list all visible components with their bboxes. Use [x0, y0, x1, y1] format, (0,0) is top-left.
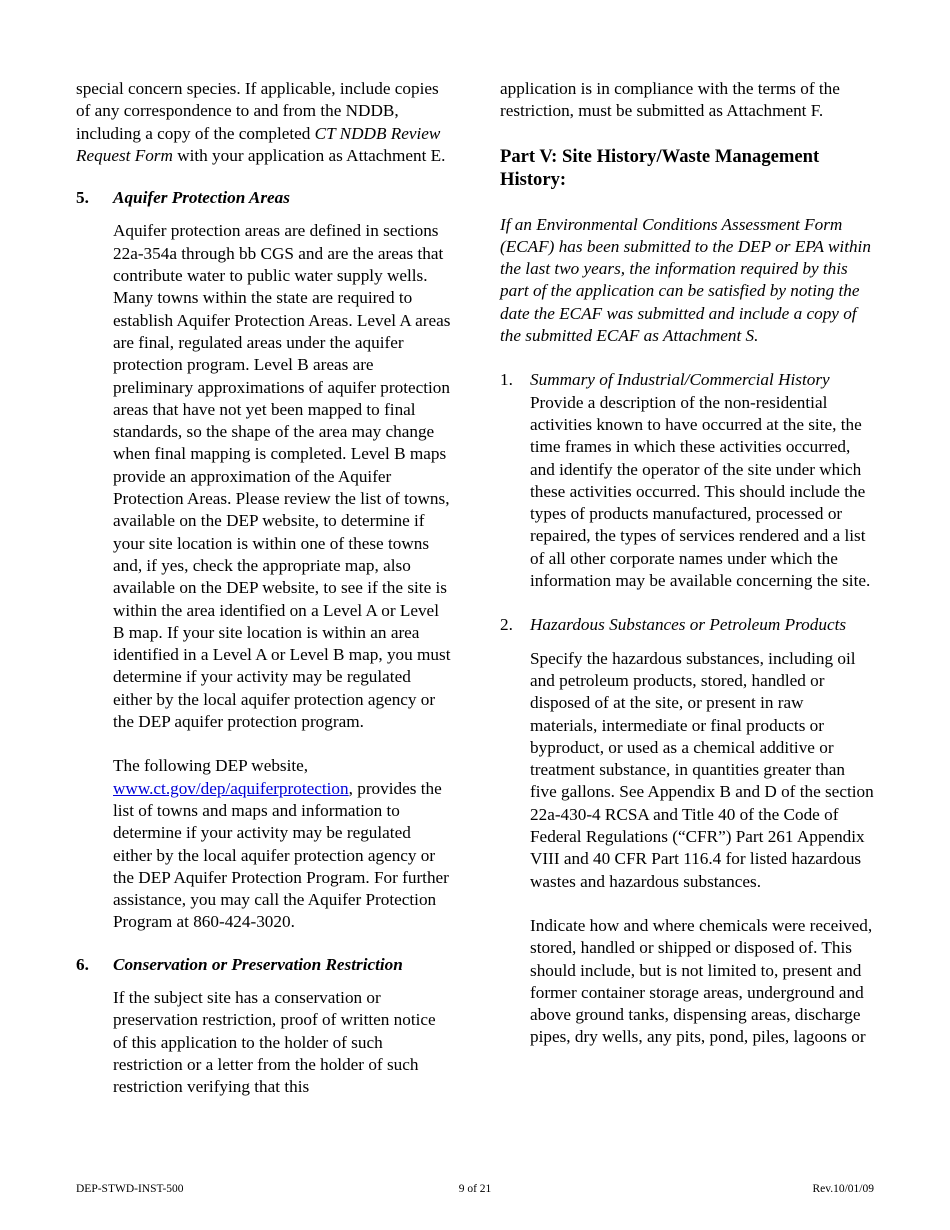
continuation-paragraph: application is in compliance with the terms of the restriction, must be submitted as Attachment F. — [500, 79, 840, 121]
intro-text-after: with your application as Attachment E. — [172, 145, 446, 165]
item-2-body-paragraph-2: Indicate how and where chemicals were received, stored, handled or shipped or disposed of. This should include, but is not limited to, present and former container storage areas, underground and above ground tanks, dispensing areas, discharge pipes, dry wells, any pits, pond, piles, lagoons or — [530, 915, 873, 1047]
spacer — [76, 209, 452, 220]
intro-paragraph — [76, 78, 452, 167]
right-column — [500, 78, 875, 1049]
footer-revision: Rev.10/01/09 — [812, 1183, 874, 1195]
item-2 — [500, 614, 875, 1048]
item-2-body-paragraph-1: Specify the hazardous substances, including oil and petroleum products, stored, handled or disposed of at the site, or present in raw materials, intermediate or final products or byproduct, or used as a chemical additive or treatment substance, in quantities greater than five gallons. See Appendix B and D of the section 22a-430-4 RCSA and Title 40 of the Code of Federal Regulations (“CFR”) Part 261 Appendix VIII and 40 CFR Part 116.4 for listed hazardous wastes and hazardous substances. — [530, 648, 874, 891]
item-1-number: 1. — [500, 370, 513, 390]
spacer — [500, 123, 875, 145]
spacer — [113, 733, 452, 755]
section-6-number: 6. — [76, 954, 89, 974]
spacer — [76, 976, 452, 987]
aquifer-protection-link[interactable]: www.ct.gov/dep/aquiferprotection — [113, 778, 349, 798]
footer-form-id: DEP-STWD-INST-500 — [76, 1183, 184, 1195]
item-2-number: 2. — [500, 615, 513, 635]
ecaf-note: If an Environmental Conditions Assessment Form (ECAF) has been submitted to the DEP or EPA within the last two years, the information required by this part of the application can be satisfied by noting the date the ECAF was submitted and include a copy of the submitted ECAF as Attachment S. — [500, 214, 871, 346]
item-1-heading: Summary of Industrial/Commercial History — [530, 370, 830, 390]
item-2-heading: Hazardous Substances or Petroleum Products — [530, 615, 847, 635]
website-trailing-text: , provides the list of towns and maps and information to determine if your activity may be regulated either by the local aquifer protection agency or the DEP Aquifer Protection Program. For further assistance, you may call the Aquifer Protection Program at 860-424-3020. — [113, 778, 449, 932]
spacer — [76, 167, 452, 187]
section-5-body — [76, 220, 452, 933]
section-6-body — [76, 987, 452, 1098]
section-6-heading: Conservation or Preservation Restriction — [113, 954, 403, 974]
section-5-paragraph-2 — [113, 755, 452, 933]
item-1-body: Provide a description of the non-residential activities known to have occurred at the site, the time frames in which these activities occurred, and identify the operator of the site under which these activities occurred. This should include the types of products manufactured, processed or repaired, the types of services rendered and a list of all other corporate names under which the information may be available concerning the site. — [530, 392, 871, 591]
section-5-heading: Aquifer Protection Areas — [113, 188, 290, 208]
section-5-paragraph-1: Aquifer protection areas are defined in sections 22a-354a through bb CGS and are the areas that contribute water to public water supply wells. Many towns within the state are required to establish Aquifer Protection Areas. Level A areas are final, regulated areas under the aquifer protection program. Level B areas are preliminary approximations of aquifer protection areas that have not yet been mapped to final standards, so the shape of the area may change when final mapping is completed. Level B maps provide an approximation of the Aquifer Protection Areas. Please review the list of towns, available on the DEP website, to determine if your site location is within one of these towns and, if yes, check the appropriate map, also available on the DEP website, to see if the site is within the area identified on a Level A or Level B map. If your site location is within an area identified in a Level A or Level B map, you must determine if your activity may be regulated either by the local aquifer protection agency or the DEP aquifer protection program. — [113, 221, 451, 732]
ct-nddb-form-title: CT NDDB Review Request Form — [76, 123, 441, 165]
section-6 — [76, 954, 452, 976]
spacer — [76, 934, 452, 954]
spacer — [530, 637, 875, 648]
spacer — [500, 347, 875, 369]
spacer — [500, 192, 875, 214]
page-footer — [0, 1182, 950, 1208]
spacer — [500, 592, 875, 614]
part-v-heading: Part V: Site History/Waste Management History: — [500, 145, 820, 191]
footer-page-number: 9 of 21 — [458, 1183, 492, 1195]
intro-text-before: special concern species. If applicable, include copies of any correspondence to and from the NDDB, including a copy of the completed — [76, 79, 439, 143]
two-column-body — [0, 78, 950, 1168]
section-5 — [76, 187, 452, 209]
section-6-paragraph-1: If the subject site has a conservation or preservation restriction, proof of written notice of this application to the holder of such restriction or a letter from the holder of such restriction verifying that this — [113, 987, 436, 1097]
item-1 — [500, 369, 875, 592]
spacer — [530, 893, 875, 915]
website-intro-text: The following DEP website, — [113, 756, 309, 776]
left-column — [76, 78, 452, 1098]
section-5-number: 5. — [76, 188, 89, 208]
